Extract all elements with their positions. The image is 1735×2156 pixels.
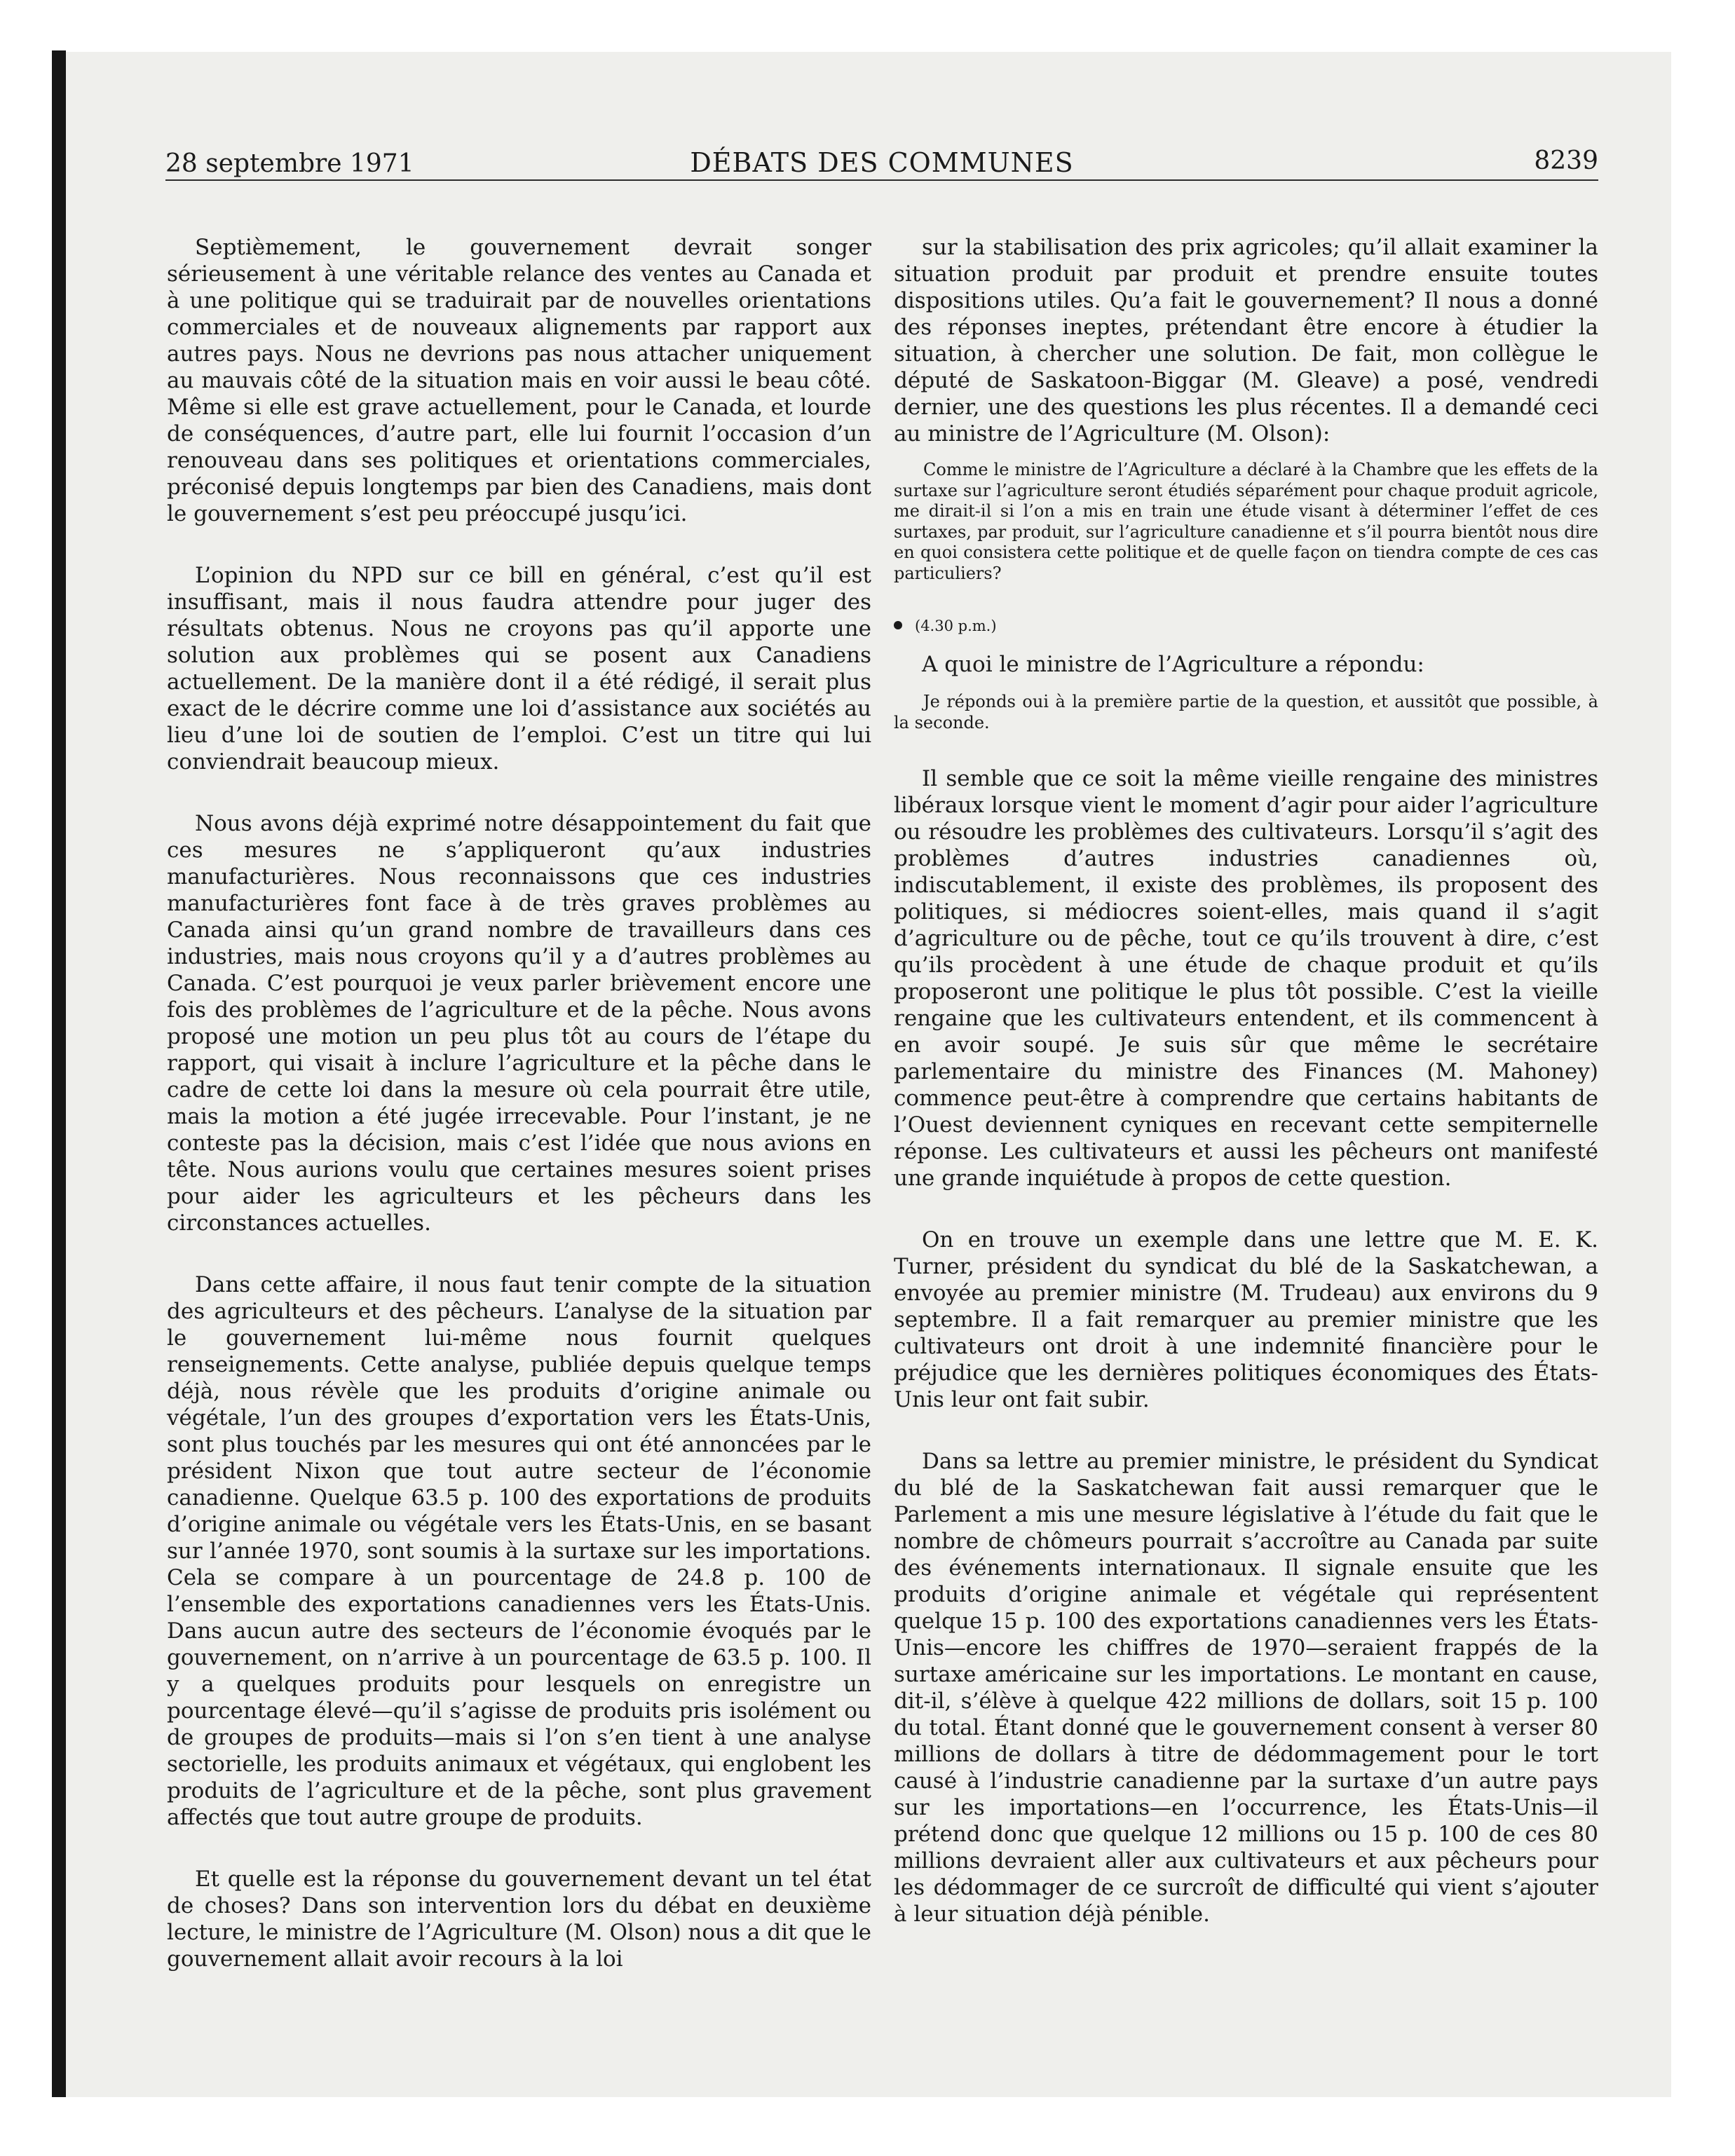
paragraph: Dans cette affaire, il nous faut tenir compte de la situation des agriculteurs et des pêcheurs. L’analyse de la situation par le gouvernement lui-même nous fournit quelques renseignements. Cette analyse, publiée depuis quelque temps déjà, nous révèle que les produits d’origine animale ou végétale, l’un des groupes d’exportation vers les États-Unis, sont plus touchés par les mesures qui ont été annoncées par le président Nixon que tout autre secteur de l’économie canadienne. Quelque 63.5 p. 100 des exportations de produits d’origine animale ou végétale vers les États-Unis, en se basant sur l’année 1970, sont soumis à la surtaxe sur les importations. Cela se compare à un pourcentage de 24.8 p. 100 de l’ensemble des exportations canadiennes vers les États-Unis. Dans aucun autre des secteurs de l’économie évoqués par le gouvernement, on n’arrive à un pourcentage de 63.5 p. 100. Il y a quelques produits pour lesquels on enregistre un pourcentage élevé—qu’il s’agisse de produits pris isolément ou de groupes de produits—mais si l’on s’en tient à une analyse sectorielle, les produits animaux et végétaux, qui englobent les produits de l’agriculture et de la pêche, sont plus gravement affectés que tout autre groupe de produits. <box>167 1272 871 1830</box>
paragraph: L’opinion du NPD sur ce bill en général, c’est qu’il est insuffisant, mais il nous faudra attendre pour juger des résultats obtenus. Nous ne croyons pas qu’il apporte une solution aux problèmes qui se posent aux Canadiens actuellement. De la manière dont il a été rédigé, il serait plus exact de le décrire comme une loi d’assistance aux sociétés au lieu d’une loi de soutien de l’emploi. C’est un titre qui lui conviendrait beaucoup mieux. <box>167 563 871 775</box>
page-header <box>165 144 1598 181</box>
header-date: 28 septembre 1971 <box>165 149 414 178</box>
bullet-icon <box>894 621 902 629</box>
left-column <box>167 234 871 1972</box>
paragraph: Dans sa lettre au premier ministre, le président du Syndicat du blé de la Saskatchewan fait aussi remarquer que le Parlement a mis une mesure législative à l’étude du fait que le nombre de chômeurs pourrait s’accroître au Canada par suite des événements internationaux. Il signale ensuite que les produits d’origine animale et végétale qui représentent quelque 15 p. 100 des exportations canadiennes vers les États-Unis—encore les chiffres de 1970—seraient frappés de la surtaxe américaine sur les importations. Le montant en cause, dit-il, s’élève à quelque 422 millions de dollars, soit 15 p. 100 du total. Étant donné que le gouvernement consent à verser 80 millions de dollars à titre de dédommagement pour le tort causé à l’industrie canadienne par la surtaxe d’un autre pays sur les importations—en l’occurrence, les États-Unis—il prétend donc que quelque 12 millions ou 15 p. 100 de ces 80 millions devraient aller aux cultivateurs et aux pêcheurs pour les dédommager de ce surcroît de difficulté qui vient s’ajouter à leur situation déjà pénible. <box>894 1449 1598 1927</box>
block-quote-question: Comme le ministre de l’Agriculture a déclaré à la Chambre que les effets de la surtaxe sur l’agriculture seront étudiés séparément pour chaque produit agricole, me dirait-il si l’on a mis en train une étude visant à déterminer l’effet de ces surtaxes, par produit, sur l’agriculture canadienne et s’il pourra bientôt nous dire en quoi consistera cette politique et de quelle façon on tiendra compte de ces cas particuliers? <box>894 460 1598 583</box>
paragraph: Septièmement, le gouvernement devrait songer sérieusement à une véritable relance des ventes au Canada et à une politique qui se traduirait par de nouvelles orientations commerciales et de nouveaux alignements par rapport aux autres pays. Nous ne devrions pas nous attacher uniquement au mauvais côté de la situation mais en voir aussi le beau côté. Même si elle est grave actuellement, pour le Canada, et lourde de conséquences, d’autre part, elle lui fournit l’occasion d’un renouveau dans ses politiques et orientations commerciales, préconisé depuis longtemps par bien des Canadiens, mais dont le gouvernement s’est peu préoccupé jusqu’ici. <box>167 235 871 526</box>
block-quote-answer: Je réponds oui à la première partie de la question, et aussitôt que possible, à la seconde. <box>894 692 1598 732</box>
time-marker-text: (4.30 p.m.) <box>915 618 997 634</box>
paragraph: sur la stabilisation des prix agricoles; qu’il allait examiner la situation produit par produit et prendre ensuite toutes dispositions utiles. Qu’a fait le gouvernement? Il nous a donné des réponses ineptes, prétendant être encore à étudier la situation, à chercher une solution. De fait, mon collègue le député de Saskatoon-Biggar (M. Gleave) a posé, vendredi dernier, une des questions les plus récentes. Il a demandé ceci au ministre de l’Agriculture (M. Olson): <box>894 235 1598 446</box>
paragraph: On en trouve un exemple dans une lettre que M. E. K. Turner, président du syndicat du blé de la Saskatchewan, a envoyée au premier ministre (M. Trudeau) aux environs du 9 septembre. Il a fait remarquer au premier ministre que les cultivateurs ont droit à une indemnité financière pour le préjudice que les dernières politiques économiques des États-Unis leur ont fait subir. <box>894 1227 1598 1412</box>
paragraph: Et quelle est la réponse du gouvernement devant un tel état de choses? Dans son intervention lors du débat en deuxième lecture, le ministre de l’Agriculture (M. Olson) nous a dit que le gouvernement allait avoir recours à la loi <box>167 1867 871 1972</box>
paragraph: Nous avons déjà exprimé notre désappointement du fait que ces mesures ne s’appliqueront qu’aux industries manufacturières. Nous reconnaissons que ces industries manufacturières font face à de très graves problèmes au Canada ainsi qu’un grand nombre de travailleurs dans ces industries, mais nous croyons qu’il y a d’autres problèmes au Canada. C’est pourquoi je veux parler brièvement encore une fois des problèmes de l’agriculture et de la pêche. Nous avons proposé une motion un peu plus tôt au cours de l’étape du rapport, qui visait à inclure l’agriculture et la pêche dans le cadre de cette loi dans la mesure où cela pourrait être utile, mais la motion a été jugée irrecevable. Pour l’instant, je ne conteste pas la décision, mais c’est l’idée que nous avions en tête. Nous aurions voulu que certaines mesures soient prises pour aider les agriculteurs et les pêcheurs dans les circonstances actuelles. <box>167 811 871 1236</box>
paragraph: Il semble que ce soit la même vieille rengaine des ministres libéraux lorsque vient le moment d’agir pour aider l’agriculture ou résoudre les problèmes des cultivateurs. Lorsqu’il s’agit des problèmes d’autres industries canadiennes où, indiscutablement, il existe des problèmes, ils proposent des politiques, si médiocres soient-elles, mais quand il s’agit d’agriculture ou de pêche, tout ce qu’ils trouvent à dire, c’est qu’ils procèdent à une étude de chaque produit et qu’ils proposeront une politique le plus tôt possible. C’est la vieille rengaine que les cultivateurs entendent, et ils commencent à en avoir soupé. Je suis sûr que même le secrétaire parlementaire du ministre des Finances (M. Mahoney) commence peut-être à comprendre que certains habitants de l’Ouest deviennent cyniques en recevant cette sempiternelle réponse. Les cultivateurs et aussi les pêcheurs ont manifesté une grande inquiétude à propos de cette question. <box>894 766 1598 1191</box>
header-title: DÉBATS DES COMMUNES <box>690 147 1074 178</box>
scan-edge <box>52 50 66 2097</box>
page-number: 8239 <box>1534 146 1598 175</box>
answer-intro: A quoi le ministre de l’Agriculture a répondu: <box>922 652 1424 677</box>
right-column <box>894 234 1598 1928</box>
time-marker <box>894 616 1598 636</box>
